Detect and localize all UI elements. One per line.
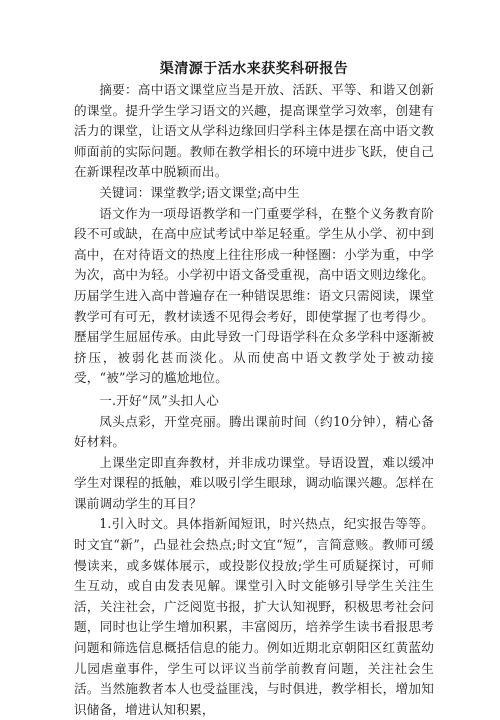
list-item-paragraph: 1.引入时文。具体指新闻短讯，时兴热点，纪实报告等等。时文宜“新”，凸显社会热点;时文宜“短”，言简意赅。教师可缓慢读来，或多媒体展示，或投影仪投放;学生可质疑探讨，可师生互动，或自由发表见解。课堂引入时文能够引导学生关注生活，关注社会，广泛阅览书报，扩大认知视野，积极思考社会问题，同时也让学生增加积累，丰富阅历，培养学生读书看报思考问题和筛选信息概括信息的能力。例如近期北京朝阳区红黄蓝幼儿园虐童事件，学生可以评议当前学前教育问题，关注社会生活。当然施教者本人也受益匪浅，与时俱进，教学相长，增加知识储备，增进认知积累， <box>74 516 434 717</box>
keywords-line: 关键词：课堂教学;语文课堂;高中生 <box>99 184 300 200</box>
document-page <box>74 60 434 720</box>
document-title: 渠清源于活水来获奖科研报告 <box>159 61 349 77</box>
section-paragraph: 凤头点彩，开堂亮丽。腾出课前时间（约10分钟），精心备好材料。 <box>74 413 434 450</box>
abstract-paragraph: 摘要：高中语文课堂应当是开放、活跃、平等、和谐又创新的课堂。提升学生学习语文的兴趣，提高课堂学习效率，创建有活力的课堂，让语文从学科边缘回归学科主体是摆在高中语文教师面前的实际问题。教师在教学相长的环境中进步飞跃，使自己在新课程改革中脱颖而出。 <box>74 82 434 180</box>
section-heading: 一.开好“凤”头扣人心 <box>99 392 220 408</box>
intro-paragraph: 语文作为一项母语教学和一门重要学科，在整个义务教育阶段不可或缺，在高中应试考试中举足轻重。学生从小学、初中到高中，在对待语文的热度上往往形成一种怪圈：小学为重，中学为次，高中为轻。小学初中语文备受重视，高中语文则边缘化。历届学生进入高中普遍存在一种错误思维：语文只需阅读，课堂教学可有可无，教材读透不见得会考好，即使掌握了也考得少。歷届学生屈屈传承。由此导致一门母语学科在众多学科中逐渐被挤压，被弱化甚而淡化。从而使高中语文教学处于被动接受，“被”学习的尴尬地位。 <box>74 205 434 386</box>
section-paragraph: 上课坐定即直奔教材，并非成功课堂。导语设置，难以缓冲学生对课程的抵触，难以吸引学生眼球，调动临课兴趣。怎样在课前调动学生的耳目？ <box>74 454 434 511</box>
